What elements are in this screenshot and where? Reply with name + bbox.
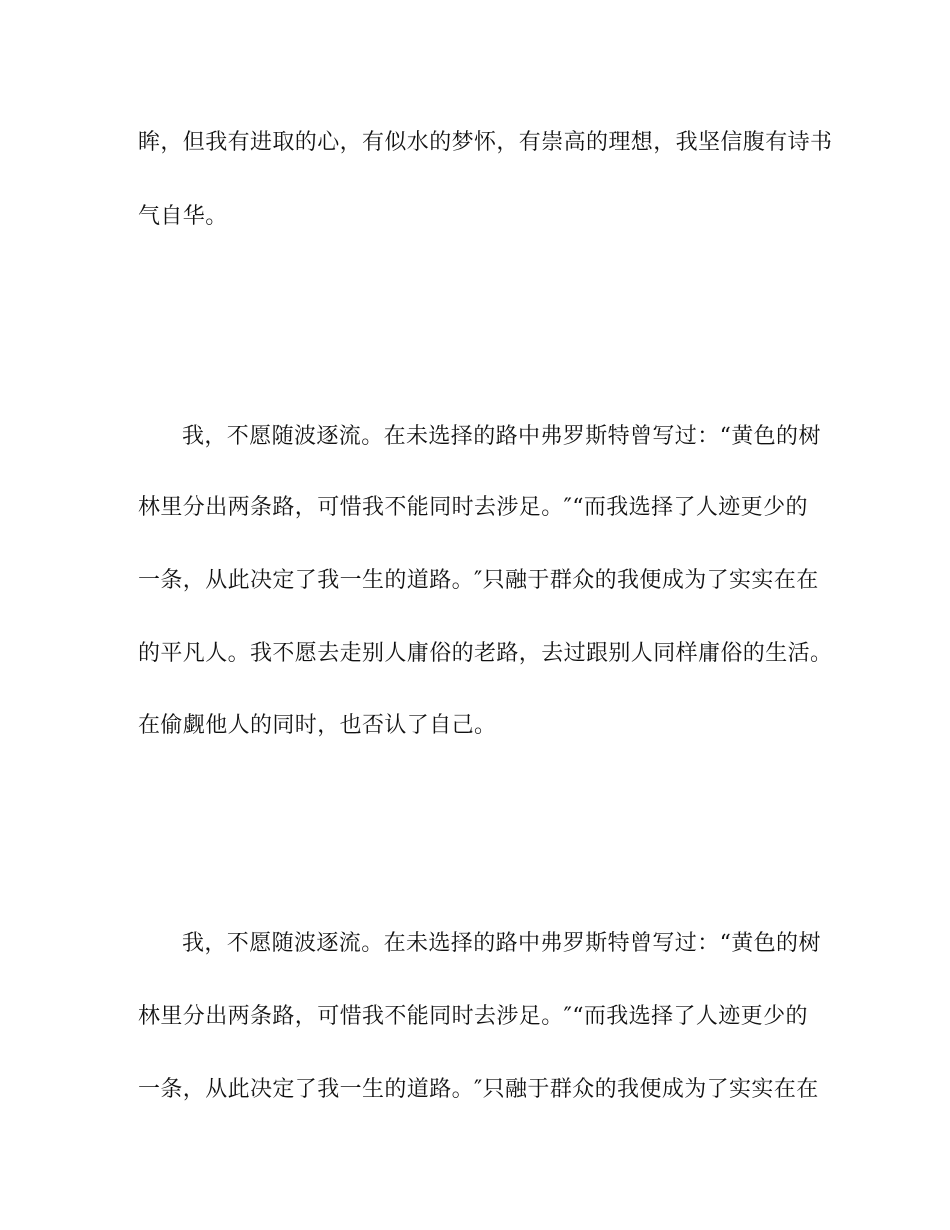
text-line: 林里分出两条路，可惜我不能同时去涉足。″“而我选择了人迹更少的 xyxy=(138,1004,808,1029)
text-line: 在偷觑他人的同时，也否认了自己。 xyxy=(138,713,497,738)
text-line: 气自华。 xyxy=(138,204,228,229)
text-line: 我，不愿随波逐流。在未选择的路中弗罗斯特曾写过：“黄色的树 xyxy=(182,424,821,449)
text-line: 的平凡人。我不愿去走别人庸俗的老路，去过跟别人同样庸俗的生活。 xyxy=(138,641,833,666)
text-line: 我，不愿随波逐流。在未选择的路中弗罗斯特曾写过：“黄色的树 xyxy=(182,931,821,956)
text-line: 一条，从此决定了我一生的道路。″只融于群众的我便成为了实实在在 xyxy=(138,568,819,593)
text-line: 眸，但我有进取的心，有似水的梦怀，有崇高的理想，我坚信腹有诗书 xyxy=(138,130,833,155)
text-line: 一条，从此决定了我一生的道路。″只融于群众的我便成为了实实在在 xyxy=(138,1077,819,1102)
text-line: 林里分出两条路，可惜我不能同时去涉足。″“而我选择了人迹更少的 xyxy=(138,495,808,520)
